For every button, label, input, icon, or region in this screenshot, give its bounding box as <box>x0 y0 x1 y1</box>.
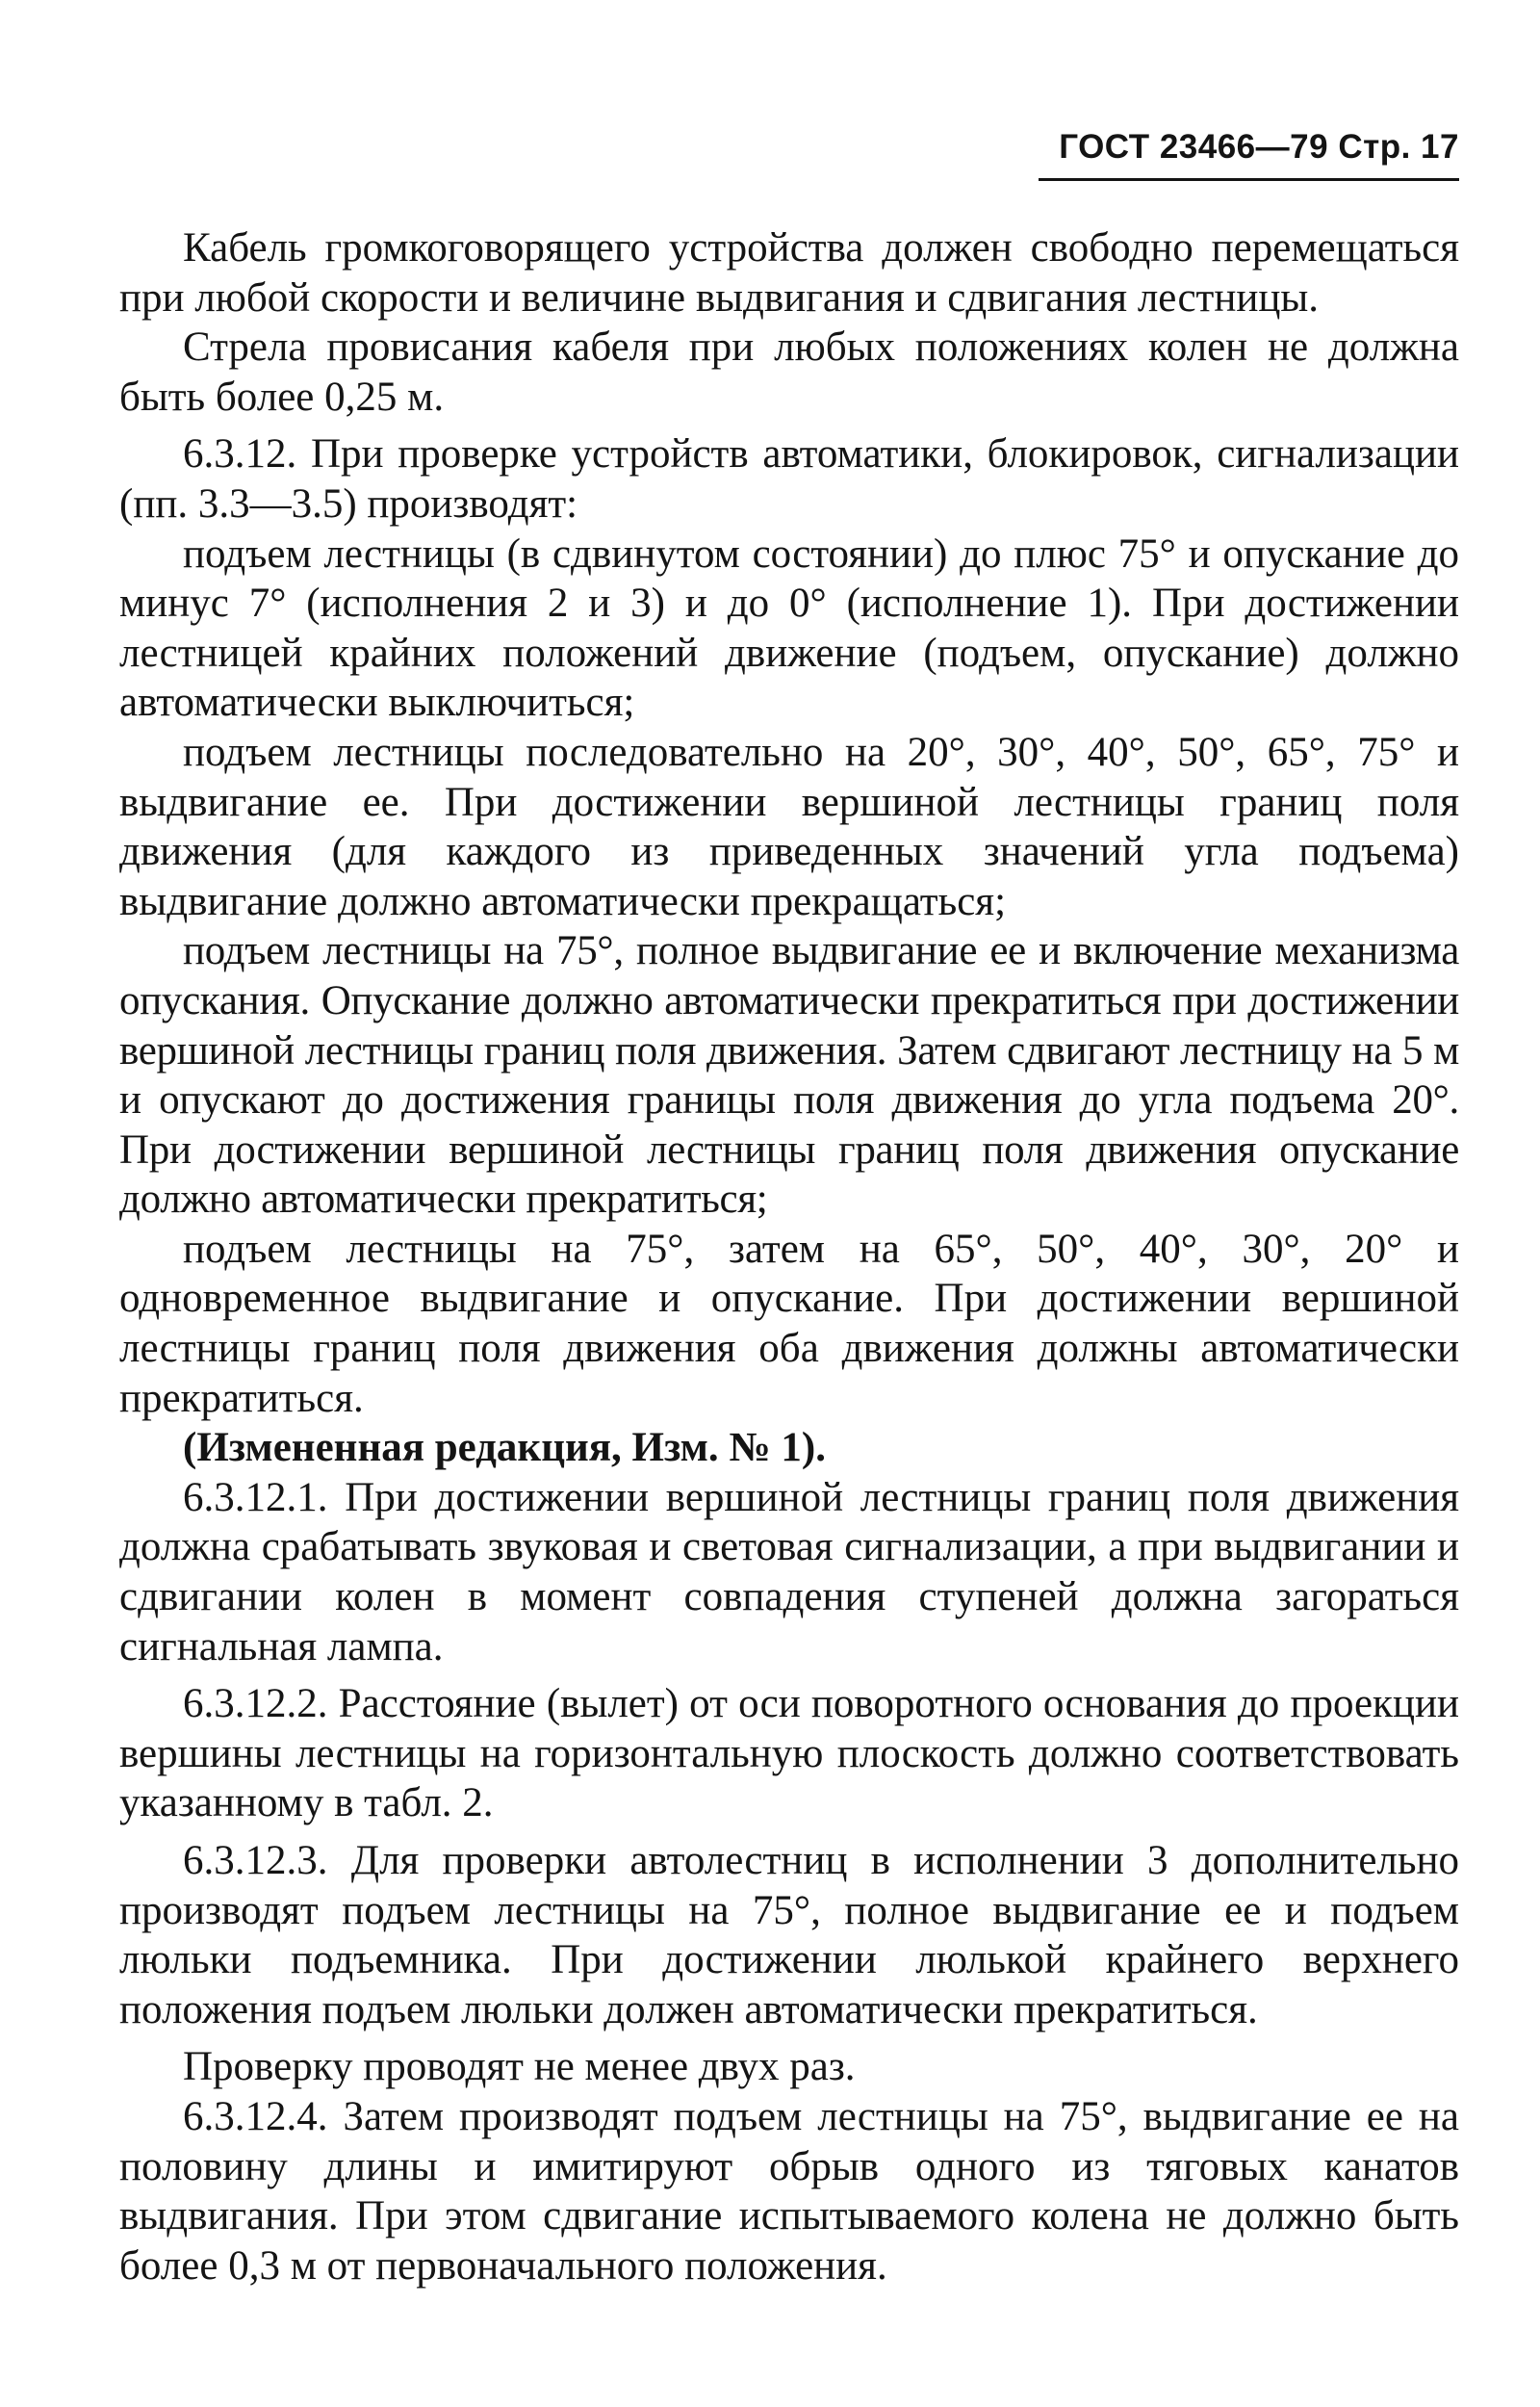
list-item-sequential-lift: подъем лестницы последовательно на 20°, 30°, 40°, 50°, 65°, 75° и выдвигание ее. При достижении вершиной лестницы границ поля движения (для каждого из приведенных значений угла подъема) выдвигание должно автоматически прекращаться; <box>119 729 1459 924</box>
clause-6-3-12-1: 6.3.12.1. При достижении вершиной лестницы границ поля движения должна срабатывать звуковая и световая сигнализации, а при выдвигании и сдвигании колен в момент совпадения ступеней должна загораться сигнальная лампа. <box>119 1474 1459 1669</box>
clause-6-3-12-2: 6.3.12.2. Расстояние (вылет) от оси поворотного основания до проекции вершины лестницы на горизонтальную плоскость должно соответствовать указанному в табл. 2. <box>119 1681 1459 1826</box>
list-item-full-extension: подъем лестницы на 75°, полное выдвигание ее и включение механизма опускания. Опускание должно автоматически прекратиться при достижении вершиной лестницы границ поля движения. Затем сдвигают лестницу на 5 м и опускают до достижения границы поля движения до угла подъема 20°. При достижении вершиной лестницы границ поля движения опускание должно автоматически прекратиться; <box>119 928 1459 1223</box>
paragraph-cable-movement: Кабель громкоговорящего устройства должен свободно перемещаться при любой скорости и величине выдвигания и сдвигания лестницы. <box>119 225 1459 321</box>
standard-number: ГОСТ 23466—79 <box>1059 128 1329 166</box>
clause-6-3-12: 6.3.12. При проверке устройств автоматики, блокировок, сигнализации (пп. 3.3—3.5) производят: <box>119 431 1459 527</box>
page-number: Стр. 17 <box>1338 128 1459 166</box>
list-item-simultaneous: подъем лестницы на 75°, затем на 65°, 50°, 40°, 30°, 20° и одновременное выдвигание и опускание. При достижении вершиной лестницы границ поля движения оба движения должны автоматически прекратиться. <box>119 1226 1459 1421</box>
paragraph-cable-sag: Стрела провисания кабеля при любых положениях колен не должна быть более 0,25 м. <box>119 324 1459 420</box>
paragraph-repeat-check: Проверку проводят не менее двух раз. <box>183 2044 856 2090</box>
list-item-lift-lower: подъем лестницы (в сдвинутом состоянии) до плюс 75° и опускание до минус 7° (исполнения 2 и 3) и до 0° (исполнение 1). При достижении лестницей крайних положений движение (подъем, опускание) должно автоматически выключиться; <box>119 531 1459 726</box>
document-body <box>119 223 1459 2291</box>
clause-6-3-12-4: 6.3.12.4. Затем производят подъем лестницы на 75°, выдвигание ее на половину длины и имитируют обрыв одного из тяговых канатов выдвигания. При этом сдвигание испытываемого колена не должно быть более 0,3 м от первоначального положения. <box>119 2093 1459 2289</box>
clause-6-3-12-3: 6.3.12.3. Для проверки автолестниц в исполнении 3 дополнительно производят подъем лестницы на 75°, полное выдвигание ее и подъем люльки подъемника. При достижении люлькой крайнего верхнего положения подъем люльки должен автоматически прекратиться. <box>119 1838 1459 2032</box>
header-rule <box>1039 178 1459 181</box>
page-header <box>1036 128 1459 167</box>
amendment-note: (Измененная редакция, Изм. № 1). <box>183 1425 826 1471</box>
